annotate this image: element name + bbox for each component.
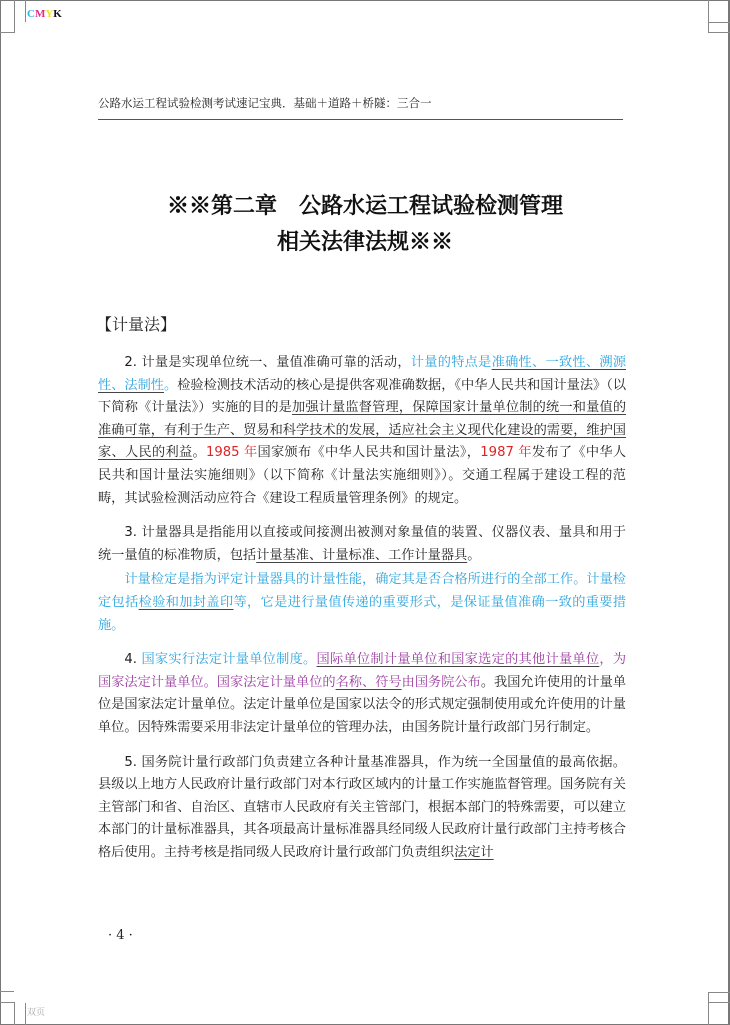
highlight-red-year: 1985 年 [205,445,258,461]
crop-mark [0,32,14,33]
text-run: 5. 国务院计量行政部门负责建立各种计量基准器具，作为统一全国量值的最高依据。县级以上地方人民政府计量行政部门对本行政区域内的计量工作实施监督管理。国务院有关主管部门和省、自治区、直辖市人民政府有关主管部门，根据本部门的特殊需要，可以建立本部门的计量标准器具，其各项最高计量标准器具经同级人民政府计量行政部门主持考核合格后使用。主持考核是指同级人民政府计量行政部门负责组织 [98,754,626,860]
highlight-blue-underlined: 检验和加封盖印 [138,594,234,610]
crop-mark [25,1003,26,1025]
cmyk-y: Y [45,8,54,20]
highlight-blue: 等，它是进行量值传递的重要形式，是保证量值准确一致的重要措施。 [98,594,627,633]
crop-mark [0,991,14,992]
cmyk-m: M [34,8,46,20]
text-run: 发布了《中华人民共和国计量法实施细则》（以下简称《计量法实施细则》）。交通工程属于建设工程的范畴，其试验检测活动应符合《建设工程质量管理条例》的规定。 [98,445,627,506]
crop-mark [14,0,15,33]
underlined-text: 法定计 [454,844,494,860]
paragraph-4 [98,649,626,739]
highlight-blue: 计量检定是指为评定计量器具的计量性能，确定其是否合格所进行的全部工作。计量检定包括 [98,572,626,610]
chapter-title-line2: 相关法律法规※※ [276,229,453,255]
highlight-blue: 国家实行法定计量单位制度。 [141,652,317,668]
page-border-top [0,0,730,1]
crop-mark [708,992,709,1025]
crop-mark [708,1002,730,1003]
highlight-purple: ，为国家法定计量单位。国家法定计量单位的 [98,652,627,690]
cmyk-c: C [27,8,35,20]
highlight-purple-underlined: 国际单位制计量单位和国家选定的其他计量单位 [316,652,600,668]
paragraph-3 [98,522,626,567]
crop-mark [708,32,730,33]
text-run: 检验检测技术活动的核心是提供客观准确数据，《中华人民共和国计量法》（以下简称《计量法》）实施的目的是 [98,377,627,416]
paragraph-5 [98,752,626,865]
section-heading: 【计量法】 [96,315,177,334]
highlight-blue: 。 [164,377,178,393]
text-run: 国家颁布《中华人民共和国计量法》， [257,445,481,461]
text-run: 4. [124,652,142,668]
highlight-blue-underlined: 准确性、一致性、溯源性、法制性 [98,355,627,393]
text-run: 。 [192,445,206,461]
crop-mark [708,22,730,23]
cmyk-k: K [53,8,62,20]
paragraph-2 [98,352,626,510]
cmyk-color-bar [27,8,62,20]
underlined-text: 加强计量监督管理，保障国家计量单位制的统一和量值的准确可靠，有利于生产、贸易和科学技术的发展，适应社会主义现代化建设的需要，维护国家、人民的利益 [98,400,627,461]
highlight-purple-underlined: 名称、符号 [335,674,402,690]
crop-mark [0,1002,14,1003]
crop-mark [14,1002,15,1025]
running-head: 公路水运工程试验检测考试速记宝典．基础＋道路＋桥隧：三合一 [98,95,623,120]
text-run: 2. 计量是实现单位统一、量值准确可靠的活动， [124,355,411,370]
crop-mark [708,992,730,993]
highlight-purple: 由国务院公布 [401,674,481,690]
chapter-title-line1: ※※第二章 公路水运工程试验检测管理 [166,193,563,219]
chapter-title [100,188,630,260]
body-text [98,352,626,876]
underlined-text: 计量基准、计量标准、工作计量器具 [256,547,468,563]
page-number: · 4 · [108,928,133,943]
page-border-left [0,0,1,1025]
highlight-blue: 计量的特点是 [410,355,492,370]
spread-label: 双页 [27,1008,46,1018]
crop-mark [708,0,709,33]
text-run: 3. 计量器具是指能用以直接或间接测出被测对象量值的装置、仪器仪表、量具和用于统一量值的标准物质，包括 [98,525,626,563]
text-run: 。 [467,547,481,563]
highlight-red-year: 1987 年 [480,445,532,461]
paragraph-3-definition [98,569,626,637]
crop-mark [25,0,26,22]
text-run: 。我国允许使用的计量单位是国家法定计量单位。法定计量单位是国家以法令的形式规定强制使用或允许使用的计量单位。因特殊需要采用非法定计量单位的管理办法，由国务院计量行政部门另行制定。 [98,674,627,735]
